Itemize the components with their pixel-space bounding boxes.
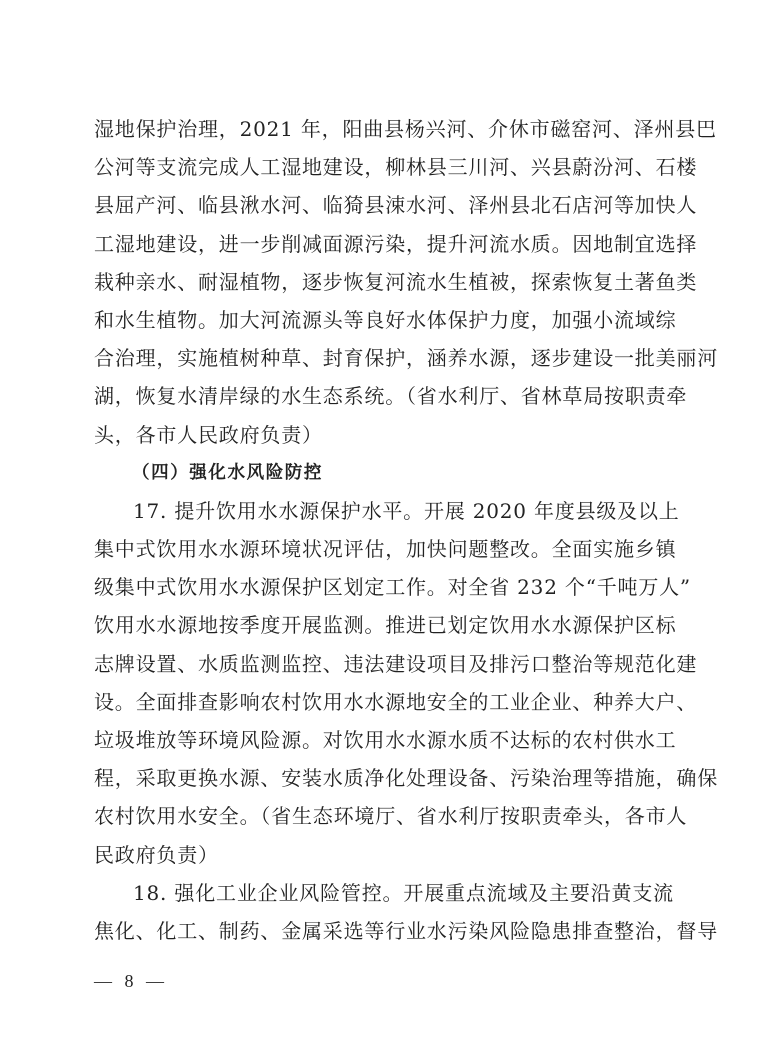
paragraph-line: 县屈产河、临县湫水河、临猗县涑水河、泽州县北石店河等加快人 <box>94 193 698 218</box>
paragraph-line: 农村饮用水安全。（省生态环境厅、省水利厅按职责牵头，各市人 <box>94 804 688 829</box>
paragraph-line: 集中式饮用水水源环境状况评估，加快问题整改。全面实施乡镇 <box>94 537 677 562</box>
page-number: — 8 — <box>94 971 168 991</box>
paragraph-line: 饮用水水源地按季度开展监测。推进已划定饮用水水源保护区标 <box>94 613 677 638</box>
paragraph-line: 级集中式饮用水水源保护区划定工作。对全省 232 个“千吨万人” <box>94 575 691 600</box>
paragraph-line: 焦化、化工、制药、金属采选等行业水污染风险隐患排查整治，督导 <box>94 918 718 943</box>
paragraph-line: 头，各市人民政府负责） <box>94 422 323 447</box>
paragraph-line: 湖，恢复水清岸绿的水生态系统。（省水利厅、省林草局按职责牵 <box>94 384 688 409</box>
paragraph-line: 合治理，实施植树种草、封育保护，涵养水源，逐步建设一批美丽河 <box>94 346 718 371</box>
paragraph-line: 栽种亲水、耐湿植物，逐步恢复河流水生植被，探索恢复土著鱼类 <box>94 269 698 294</box>
paragraph-line: 工湿地建设，进一步削减面源污染，提升河流水质。因地制宜选择 <box>94 231 698 256</box>
document-body <box>94 110 718 950</box>
paragraph-line: 湿地保护治理，2021 年，阳曲县杨兴河、介休市磁窑河、泽州县巴 <box>94 117 717 141</box>
item-17-first-line: 17. 提升饮用水水源保护水平。开展 2020 年度县级及以上 <box>133 498 680 523</box>
paragraph-line: 民政府负责） <box>94 842 219 867</box>
paragraph-line: 垃圾堆放等环境风险源。对饮用水水源水质不达标的农村供水工 <box>94 728 677 752</box>
paragraph-line: 设。全面排查影响农村饮用水水源地安全的工业企业、种养大户、 <box>94 689 698 714</box>
item-18-first-line: 18. 强化工业企业风险管控。开展重点流域及主要沿黄支流 <box>133 880 674 905</box>
paragraph-line: 和水生植物。加大河流源头等良好水体保护力度，加强小流域综 <box>94 307 677 332</box>
paragraph-line: 程，采取更换水源、安装水质净化处理设备、污染治理等措施，确保 <box>94 766 718 791</box>
paragraph-line: 公河等支流完成人工湿地建设，柳林县三川河、兴县蔚汾河、石楼 <box>94 155 698 180</box>
section-heading: （四）强化水风险防控 <box>132 462 323 483</box>
paragraph-line: 志牌设置、水质监测监控、违法建设项目及排污口整治等规范化建 <box>94 651 698 676</box>
